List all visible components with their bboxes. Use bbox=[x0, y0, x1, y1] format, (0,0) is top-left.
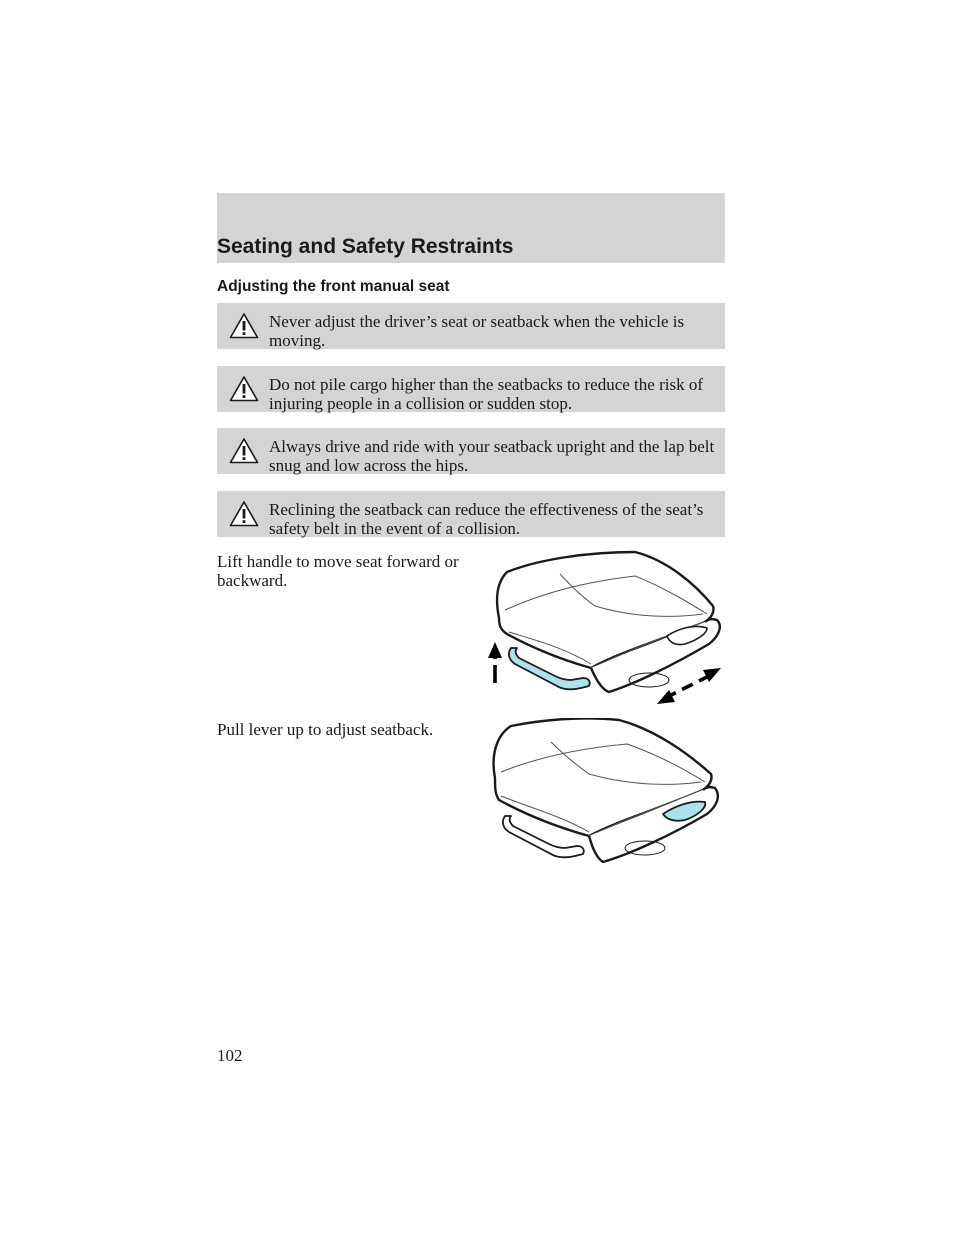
section-heading: Adjusting the front manual seat bbox=[217, 278, 450, 295]
warning-box-3 bbox=[217, 428, 725, 474]
warning-box-1 bbox=[217, 303, 725, 349]
warning-box-4 bbox=[217, 491, 725, 537]
instruction-seatback: Pull lever up to adjust seatback. bbox=[217, 720, 434, 739]
page-number: 102 bbox=[217, 1046, 243, 1065]
warning-text-4: Reclining the seatback can reduce the effectiveness of the seat’s safety belt in the event of a collision. bbox=[269, 500, 704, 538]
warning-box-2 bbox=[217, 366, 725, 412]
seatback-recline-lever-illustration bbox=[485, 718, 725, 873]
seat-fore-aft-handle-illustration bbox=[485, 548, 725, 708]
warning-triangle-icon bbox=[229, 375, 259, 402]
warning-text-1: Never adjust the driver’s seat or seatback when the vehicle is moving. bbox=[269, 312, 685, 350]
warning-triangle-icon bbox=[229, 312, 259, 339]
chapter-title: Seating and Safety Restraints bbox=[217, 235, 514, 258]
warning-text-2: Do not pile cargo higher than the seatbacks to reduce the risk of injuring people in a collision or sudden stop. bbox=[269, 375, 703, 413]
instruction-seat-track: Lift handle to move seat forward or backward. bbox=[217, 552, 459, 590]
warning-triangle-icon bbox=[229, 500, 259, 527]
warning-text-3: Always drive and ride with your seatback upright and the lap belt snug and low across the hips. bbox=[269, 437, 715, 475]
warning-triangle-icon bbox=[229, 437, 259, 464]
chapter-header bbox=[217, 193, 725, 263]
